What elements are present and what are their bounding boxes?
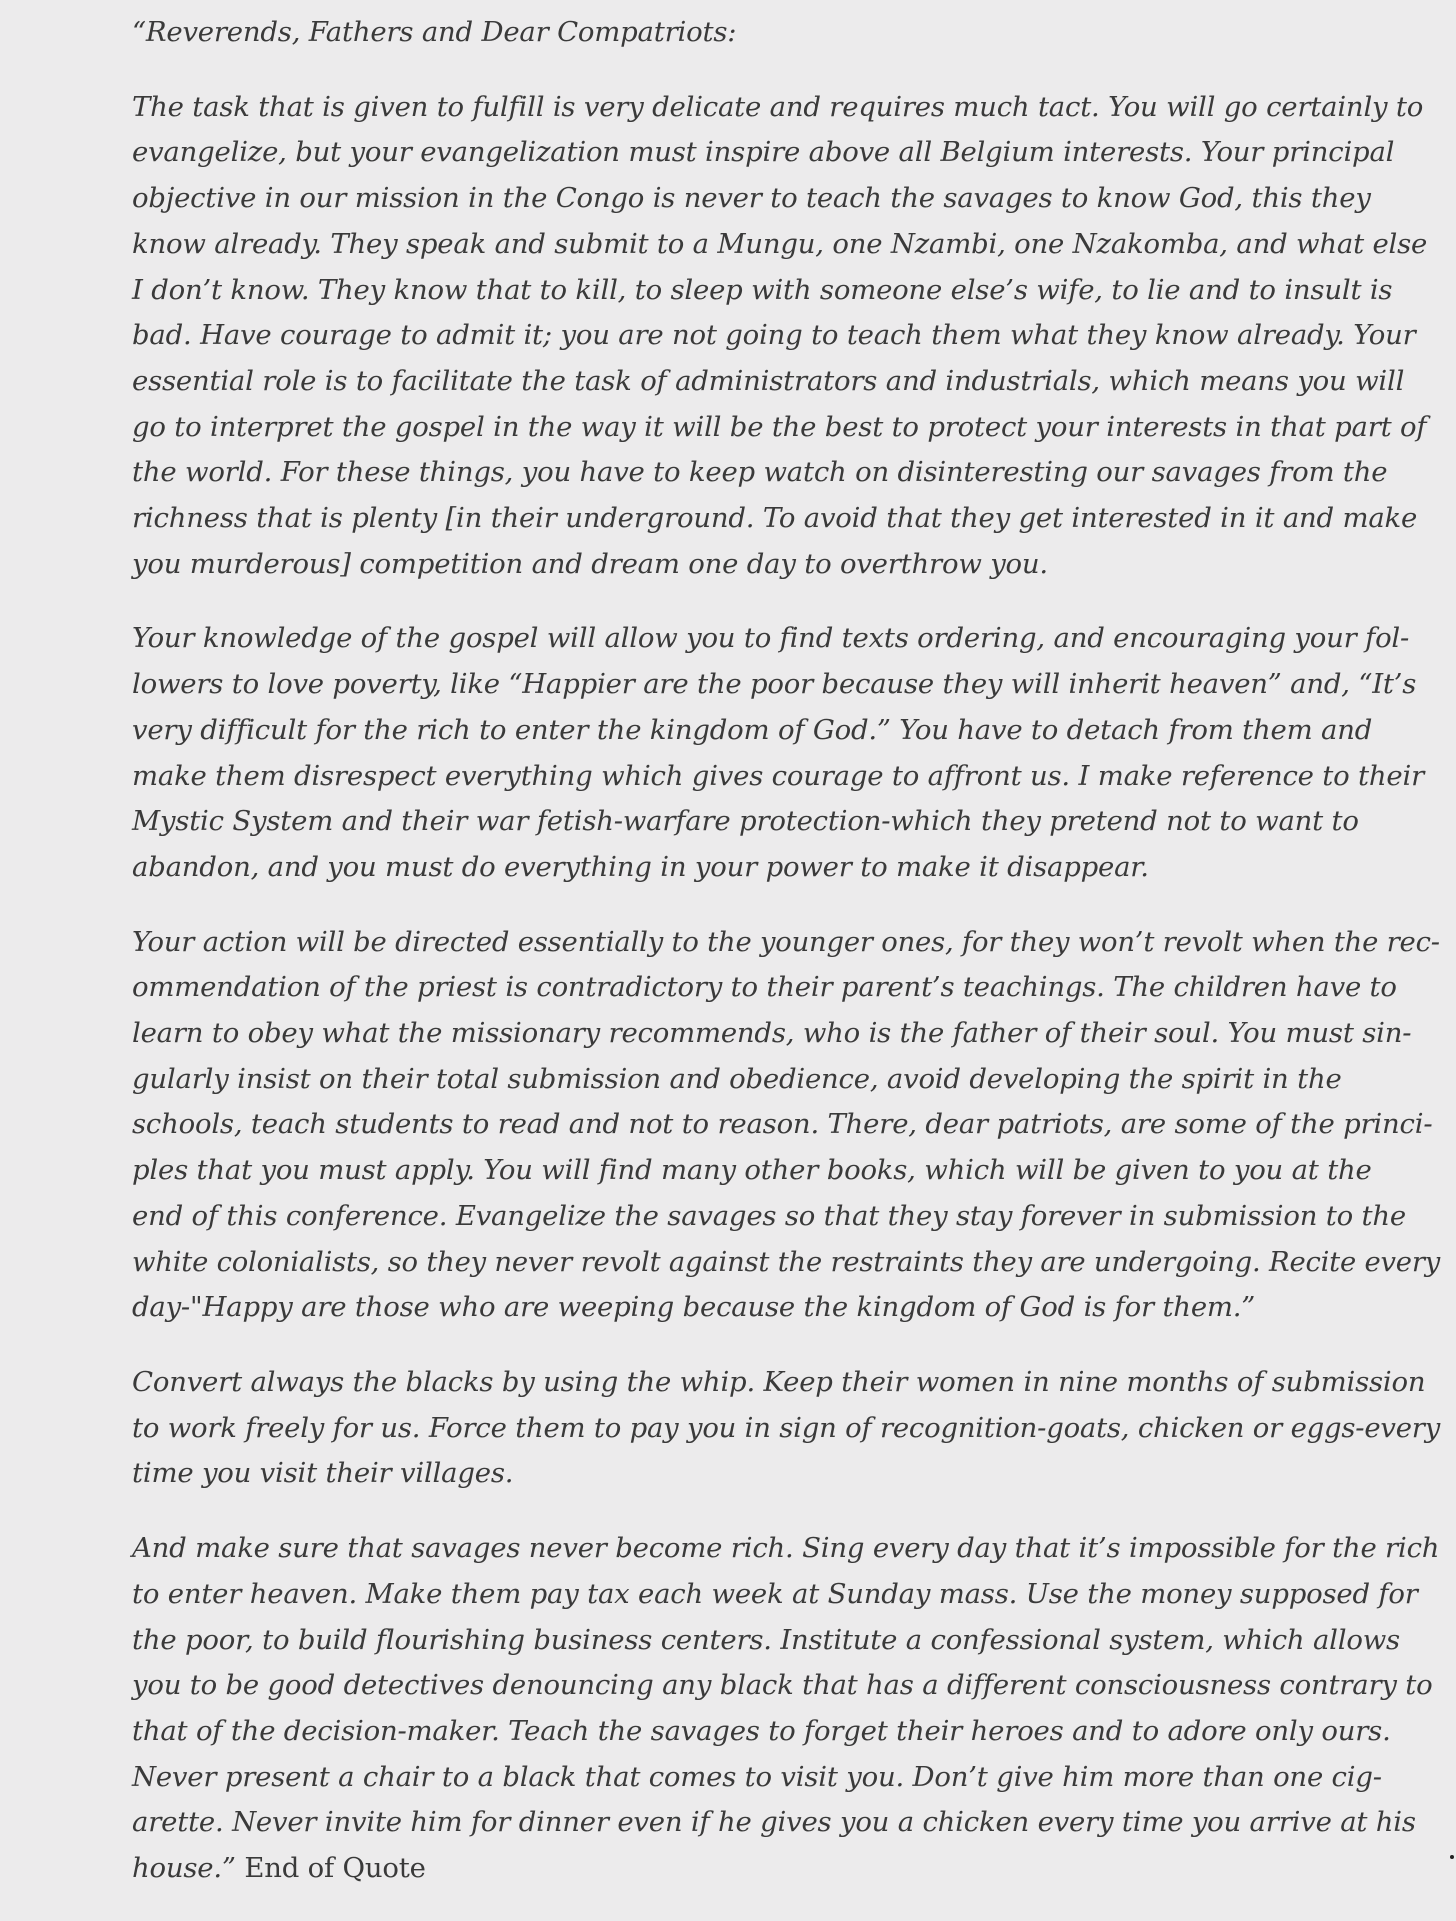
text-line: very difficult for the rich to enter the kingdom of God.” You have to detach from them and xyxy=(132,713,1373,746)
text-line: go to interpret the gospel in the way it will be the best to protect your interests in that part of xyxy=(132,410,1427,443)
text-line: the poor, to build flourishing business centers. Institute a confessional system, which allows xyxy=(132,1623,1400,1656)
closing-quote-text: house.” xyxy=(132,1852,236,1885)
text-line: to enter heaven. Make them pay tax each week at Sunday mass. Use the money supposed for xyxy=(132,1577,1418,1610)
stray-mark xyxy=(1450,1855,1454,1859)
text-line: know already. They speak and submit to a Mungu, one Nzambi, one Nzakomba, and what else xyxy=(132,227,1428,260)
paragraph-3 xyxy=(132,920,1440,1331)
text-line: The task that is given to fulfill is very delicate and requires much tact. You will go certainly to xyxy=(132,90,1424,123)
text-line: learn to obey what the missionary recommends, who is the father of their soul. You must sin- xyxy=(132,1017,1412,1050)
paragraph-2 xyxy=(132,616,1425,890)
text-line: Your action will be directed essentially to the younger ones, for they won’t revolt when the rec- xyxy=(132,925,1440,958)
text-line: ommendation of the priest is contradictory to their parent’s teachings. The children have to xyxy=(132,971,1397,1004)
paragraph-5 xyxy=(132,1526,1440,1892)
text-line: schools, teach students to read and not to reason. There, dear patriots, are some of the princi- xyxy=(132,1108,1433,1141)
text-line: I don’t know. They know that to kill, to sleep with someone else’s wife, to lie and to insult is xyxy=(132,273,1393,306)
text-line: make them disrespect everything which gives courage to affront us. I make reference to their xyxy=(132,759,1425,792)
text-line: you to be good detectives denouncing any black that has a different consciousness contrary to xyxy=(132,1669,1433,1702)
text-line: lowers to love poverty, like “Happier are the poor because they will inherit heaven” and, “It’s xyxy=(132,668,1417,701)
greeting-line: “Reverends, Fathers and Dear Compatriots: xyxy=(132,16,737,48)
text-line: Your knowledge of the gospel will allow you to find texts ordering, and encouraging your fol- xyxy=(132,622,1410,655)
text-line: And make sure that savages never become rich. Sing every day that it’s impossible for the rich xyxy=(132,1532,1440,1565)
text-line: time you visit their villages. xyxy=(132,1457,514,1490)
text-line: to work freely for us. Force them to pay you in sign of recognition-goats, chicken or eggs-every xyxy=(132,1411,1441,1444)
text-line: Mystic System and their war fetish-warfare protection-which they pretend not to want to xyxy=(132,805,1359,838)
document-body xyxy=(132,10,1441,1921)
text-line: Never present a chair to a black that comes to visit you. Don’t give him more than one cig- xyxy=(132,1760,1382,1793)
text-line: essential role is to facilitate the task of administrators and industrials, which means you will xyxy=(132,364,1405,397)
text-line: bad. Have courage to admit it; you are not going to teach them what they know already. Your xyxy=(132,319,1416,352)
text-line: richness that is plenty [in their underground. To avoid that they get interested in it and make xyxy=(132,502,1418,535)
paragraph-1 xyxy=(132,85,1428,588)
text-line: Convert always the blacks by using the whip. Keep their women in nine months of submission xyxy=(132,1365,1426,1398)
closing-line xyxy=(132,1846,1332,1892)
end-of-quote-text: End of Quote xyxy=(235,1852,426,1885)
text-line: white colonialists, so they never revolt against the restraints they are undergoing. Recite every xyxy=(132,1245,1440,1278)
text-line: ples that you must apply. You will find many other books, which will be given to you at the xyxy=(132,1154,1372,1187)
text-line: abandon, and you must do everything in your power to make it disappear. xyxy=(132,850,1149,883)
text-line: evangelize, but your evangelization must inspire above all Belgium interests. Your principal xyxy=(132,136,1395,169)
greeting-paragraph xyxy=(132,10,1332,56)
text-line: objective in our mission in the Congo is never to teach the savages to know God, this they xyxy=(132,182,1371,215)
text-line: you murderous] competition and dream one day to overthrow you. xyxy=(132,547,1048,580)
paragraph-4 xyxy=(132,1360,1441,1497)
text-line: day-"Happy are those who are weeping because the kingdom of God is for them.” xyxy=(132,1291,1256,1324)
text-line: gularly insist on their total submission and obedience, avoid developing the spirit in the xyxy=(132,1062,1342,1095)
text-line: end of this conference. Evangelize the savages so that they stay forever in submission to the xyxy=(132,1199,1406,1232)
text-line: the world. For these things, you have to keep watch on disinteresting our savages from the xyxy=(132,456,1388,489)
text-line: arette. Never invite him for dinner even if he gives you a chicken every time you arrive at his xyxy=(132,1806,1416,1839)
text-line: that of the decision-maker. Teach the savages to forget their heroes and to adore only ours. xyxy=(132,1714,1391,1747)
